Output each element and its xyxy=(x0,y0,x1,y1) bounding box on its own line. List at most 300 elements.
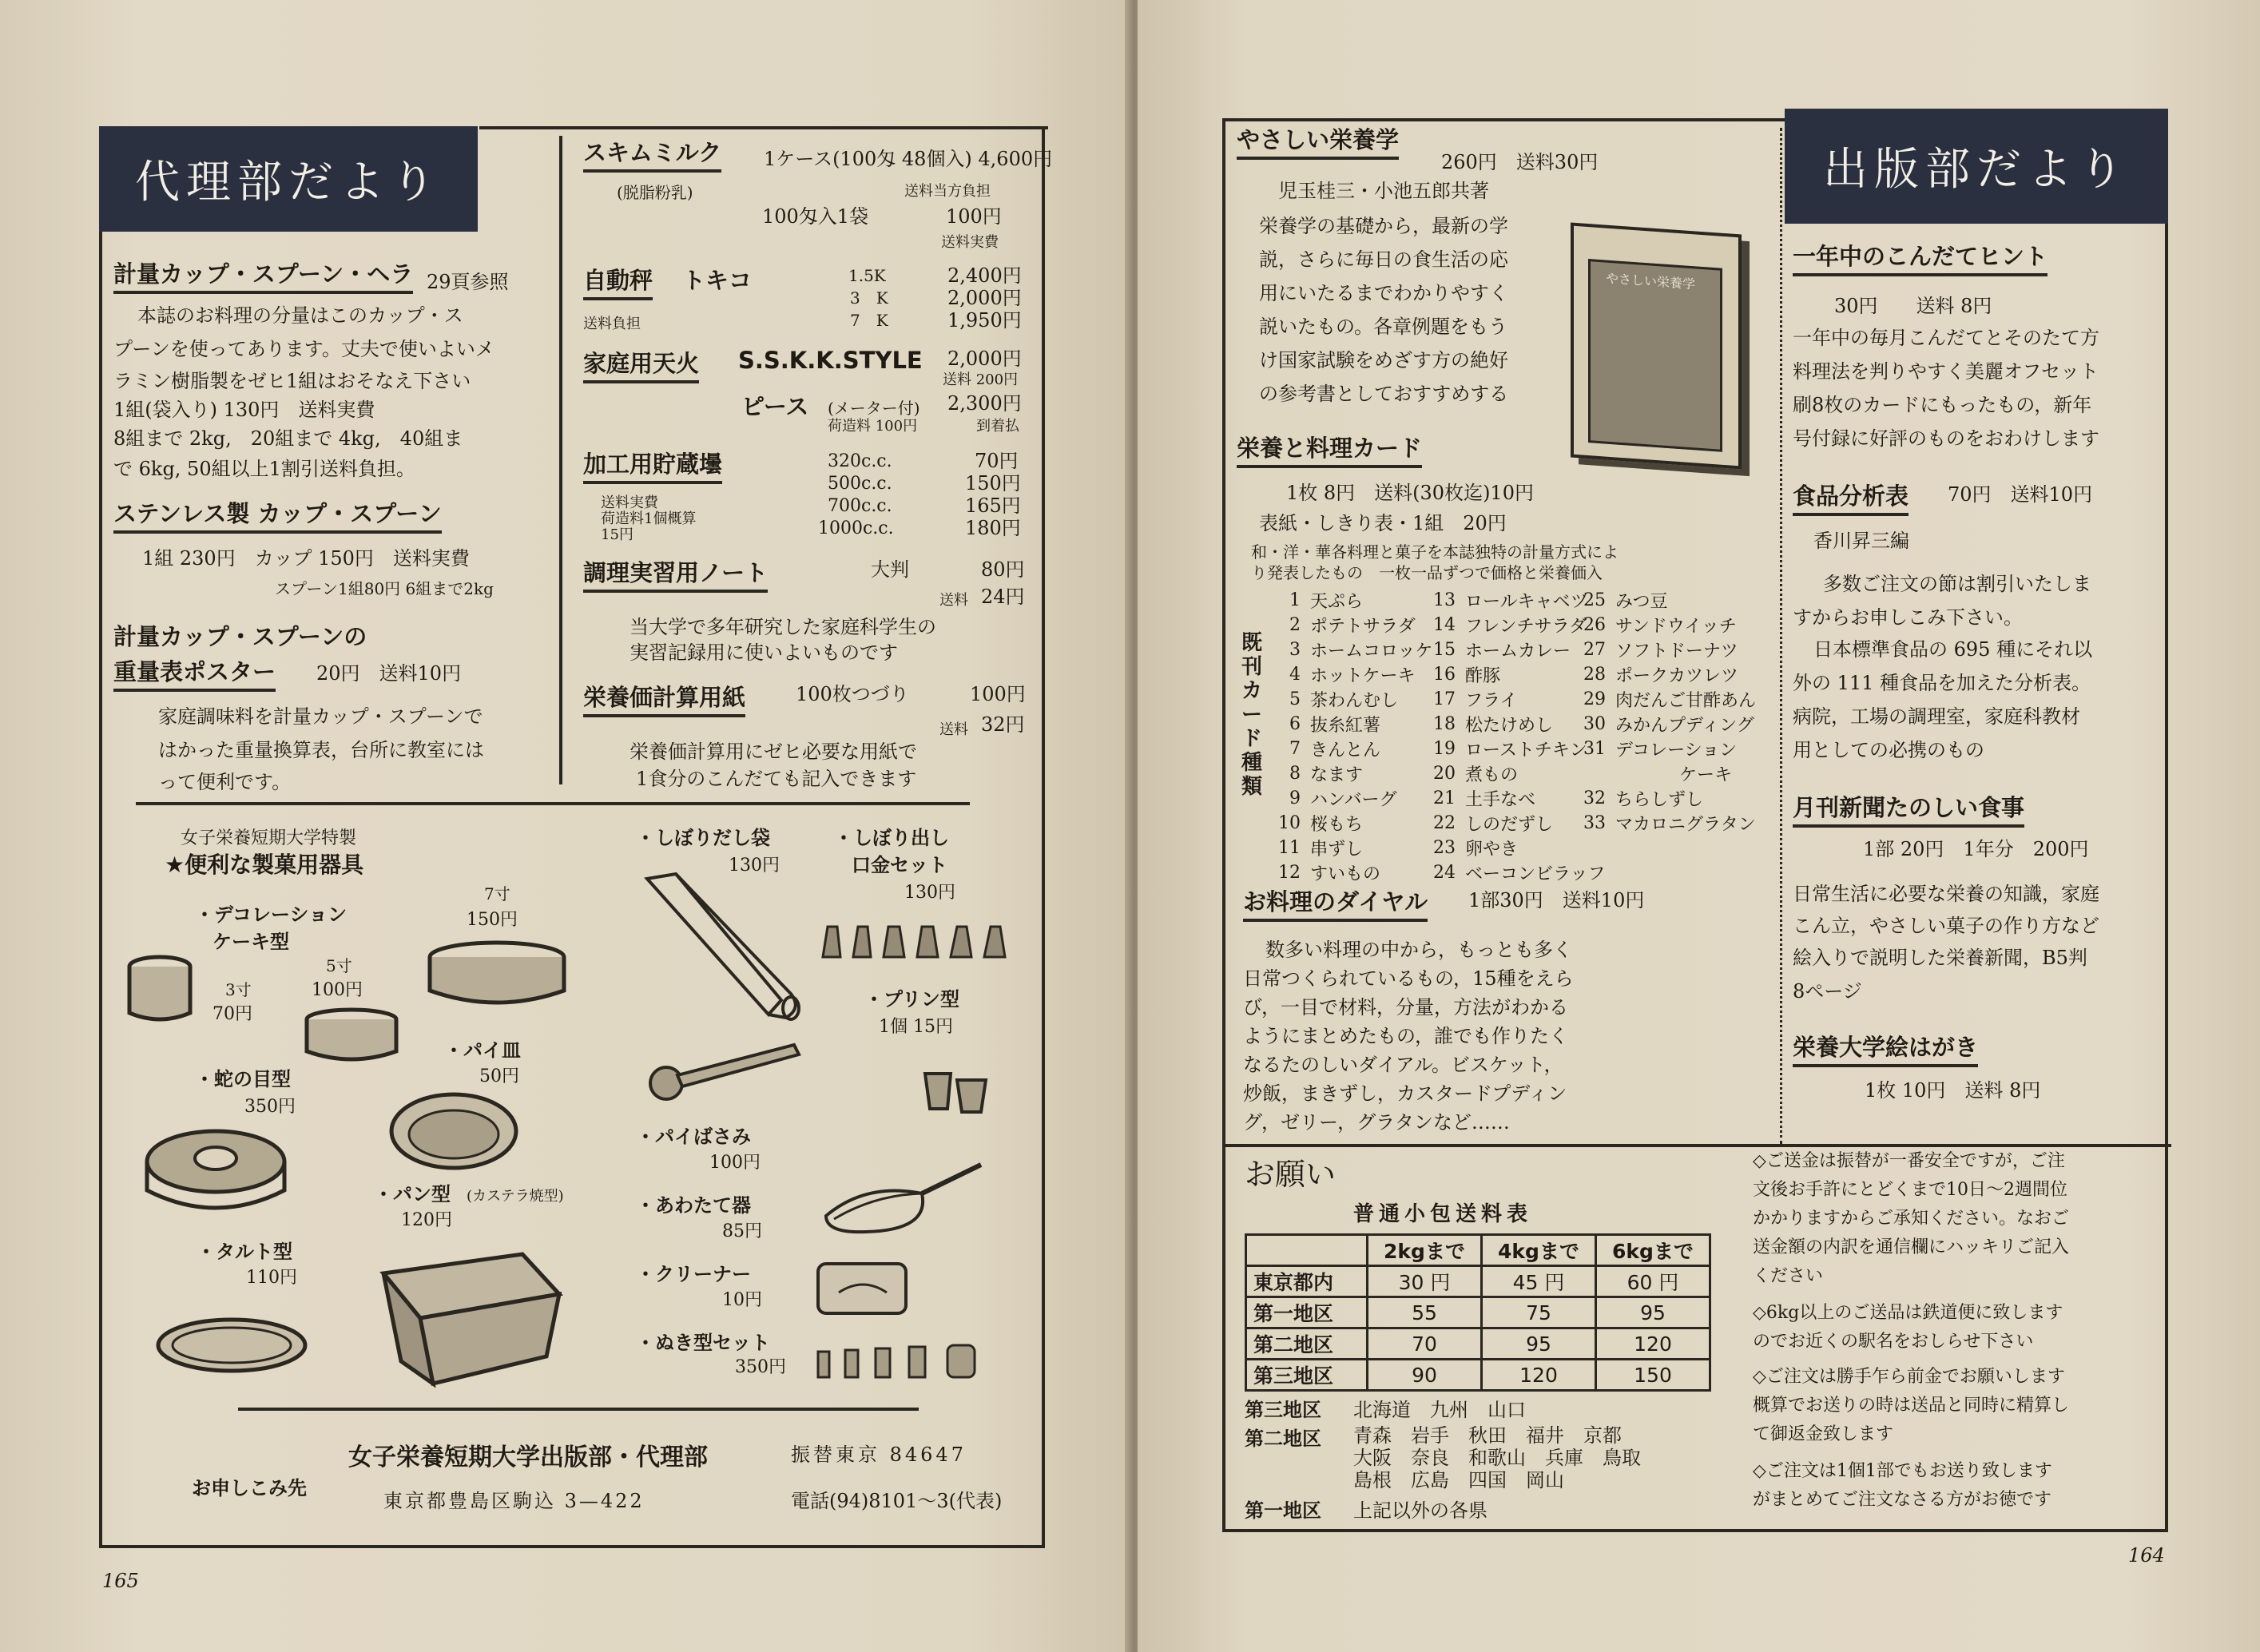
deco-cake-pan-illustration xyxy=(427,939,570,1019)
skim-milk-title: スキムミルク xyxy=(583,141,721,173)
nutrition-book-line: 栄養学の基礎から，最新の学 xyxy=(1259,215,1508,237)
poster-title: 計量カップ・スプーンの xyxy=(113,623,367,650)
card-number: 28 xyxy=(1583,665,1606,685)
cards-title: 栄養と料理カード xyxy=(1237,436,1422,468)
dial-line: び，一目で材料，分量，方法がわかる xyxy=(1243,996,1569,1019)
notebook-ship: 24円 xyxy=(981,586,1025,608)
scale-price: 2,400円 xyxy=(947,264,1022,287)
card-number: 1 xyxy=(1289,590,1301,610)
newspaper-line: 絵入りで説明した栄養新聞，B5判 xyxy=(1793,947,2087,969)
scale-price: 1,950円 xyxy=(947,309,1022,332)
zone-label: 第二地区 xyxy=(1245,1428,1321,1450)
skim-milk-bag-note: 送料実費 xyxy=(941,234,999,251)
card-name: フレンチサラダ xyxy=(1465,617,1587,637)
deco-price: 150円 xyxy=(467,910,518,930)
scale-note: 送料負担 xyxy=(583,316,641,332)
card-name: 抜糸紅薯 xyxy=(1310,716,1381,736)
storage-price: 165円 xyxy=(965,494,1021,517)
food-table-line: 病院，工場の調理室，家庭科教材 xyxy=(1793,705,2080,728)
cutters-price: 350円 xyxy=(735,1357,786,1377)
cards-side-label: 既刊カード種類 xyxy=(1241,631,1262,799)
card-name: ポークカツレツ xyxy=(1615,666,1739,686)
piping-bag-illustration xyxy=(644,874,804,1026)
calc-paper-price: 100円 xyxy=(970,683,1026,705)
card-name: 串ずし xyxy=(1310,840,1364,860)
card-number: 30 xyxy=(1583,714,1606,734)
card-number: 6 xyxy=(1289,714,1301,734)
cutter-set-illustration xyxy=(815,1342,1007,1382)
card-name: なます xyxy=(1310,765,1364,785)
list-item xyxy=(1273,811,1438,836)
oven-ship: 到着払 xyxy=(976,418,1019,435)
list-item xyxy=(1273,637,1438,662)
left-page-number: 165 xyxy=(102,1570,139,1592)
card-name: ハンバーグ xyxy=(1310,790,1397,810)
card-name: ポテトサラダ xyxy=(1310,617,1416,637)
postage-cell: 150 xyxy=(1596,1360,1710,1391)
card-number xyxy=(1579,761,1611,786)
nutrition-book-title: やさしい栄養学 xyxy=(1237,128,1399,160)
card-number: 8 xyxy=(1289,764,1301,784)
list-item xyxy=(1273,613,1438,637)
measure-cup-title: 計量カップ・スプーン・ヘラ xyxy=(113,262,413,294)
pie-cutter-illustration xyxy=(645,1040,802,1104)
newspaper-price: 1部 20円 1年分 200円 xyxy=(1863,838,2089,860)
postage-table-header xyxy=(1246,1235,1710,1266)
storage-price: 180円 xyxy=(965,517,1021,539)
dial-line: なるたのしいダイアル。ビスケット， xyxy=(1243,1054,1563,1076)
card-name: すいもの xyxy=(1310,864,1381,884)
notebook-ship-label: 送料 xyxy=(939,592,968,609)
nutrition-book-price: 260円 送料30円 xyxy=(1441,151,1599,173)
list-item xyxy=(1273,836,1438,860)
postcard-price: 1枚 10円 送料 8円 xyxy=(1865,1079,2041,1102)
card-name: 桜もち xyxy=(1310,815,1364,835)
card-name: 茶わんむし xyxy=(1310,691,1399,711)
pudding-mold-illustration xyxy=(922,1067,991,1115)
nozzle-set-illustration xyxy=(820,923,1011,960)
left-column-divider xyxy=(559,136,562,784)
cleaner-illustration xyxy=(815,1261,911,1318)
card-number: 32 xyxy=(1583,788,1606,808)
list-item xyxy=(1579,662,1761,687)
postage-col-header: 4kgまで xyxy=(1482,1235,1596,1266)
tart-pan-illustration xyxy=(155,1316,308,1376)
card-number: 18 xyxy=(1433,714,1456,734)
menu-hint-line: 刷8枚のカードにもったもの，新年 xyxy=(1793,394,2092,416)
postage-cell: 70 xyxy=(1368,1328,1482,1360)
list-item xyxy=(1579,737,1761,761)
request-note: ください xyxy=(1753,1266,1824,1286)
food-table-line: 外の 111 種食品を加えた分析表。 xyxy=(1793,672,2091,694)
notebook-line: 実習記録用に使いよいものです xyxy=(630,641,898,664)
ring-price: 350円 xyxy=(244,1097,296,1117)
order-label: お申しこみ先 xyxy=(192,1477,307,1499)
book-cover-title: やさしい栄養学 xyxy=(1606,270,1696,292)
table-row xyxy=(1246,1266,1710,1297)
nozzle-name: ・しぼり出し xyxy=(834,827,949,849)
deco-price: 70円 xyxy=(212,1004,252,1024)
notebook-size: 大判 xyxy=(871,558,909,581)
calc-paper-desc: 100枚つづり xyxy=(796,683,909,705)
nutrition-book-line: け国家試験をめざす方の絶好 xyxy=(1259,349,1508,371)
right-page-number: 164 xyxy=(2128,1544,2165,1567)
zone-prefectures: 青森 岩手 秋田 福井 京都 xyxy=(1353,1424,1622,1447)
scale-brand: トキコ xyxy=(682,267,753,294)
card-number: 25 xyxy=(1583,590,1606,610)
card-name: フライ xyxy=(1465,691,1518,711)
stainless-title: ステンレス製 カップ・スプーン xyxy=(113,502,442,534)
card-number: 2 xyxy=(1289,615,1301,635)
postage-col-header: 6kgまで xyxy=(1596,1235,1710,1266)
postage-cell: 75 xyxy=(1482,1297,1596,1328)
card-name: きんとん xyxy=(1310,741,1381,760)
card-number: 13 xyxy=(1433,590,1456,610)
card-number: 16 xyxy=(1433,665,1456,685)
card-number: 22 xyxy=(1433,813,1456,833)
card-number: 26 xyxy=(1583,615,1606,635)
dial-line: ようにまとめたもの，誰でも作りたく xyxy=(1243,1025,1569,1047)
left-top-rule xyxy=(479,126,1048,129)
nozzle-name: 口金セット xyxy=(852,854,947,876)
cutters-name: ・ぬき型セット xyxy=(636,1332,770,1354)
card-number: 20 xyxy=(1433,764,1456,784)
request-note: 文後お手許にとどくまで10日～2週間位 xyxy=(1753,1180,2067,1200)
postage-col-header: 2kgまで xyxy=(1368,1235,1482,1266)
dial-line: グ，ゼリー，グラタンなど…… xyxy=(1243,1111,1510,1134)
measure-cup-line: 8組まで 2kg, 20組まで 4kg, 40組ま xyxy=(113,427,463,450)
tools-org: 女子栄養短期大学特製 xyxy=(181,828,357,848)
left-mid-rule xyxy=(136,802,970,805)
newspaper-line: こん立，やさしい菓子の作り方など xyxy=(1793,915,2099,937)
newspaper-line: 8ページ xyxy=(1793,980,1862,1003)
nutrition-book-line: の参考書としておすすめする xyxy=(1259,383,1509,405)
card-name: 酢豚 xyxy=(1465,666,1501,686)
list-item xyxy=(1273,786,1438,811)
list-item xyxy=(1428,860,1611,885)
card-number: 17 xyxy=(1433,689,1456,709)
scale-title: 自動秤 xyxy=(583,268,653,300)
postage-col-header xyxy=(1246,1235,1368,1266)
card-name: ホットケーキ xyxy=(1310,666,1416,686)
deco-size: 7寸 xyxy=(484,884,510,903)
skim-milk-sub: (脱脂粉乳) xyxy=(617,183,693,202)
zone-label: 第三地区 xyxy=(1245,1399,1321,1421)
card-number: 31 xyxy=(1583,739,1606,759)
nozzle-price: 130円 xyxy=(904,883,955,903)
menu-hint-title: 一年中のこんだてヒント xyxy=(1793,244,2048,276)
zone-prefectures: 島根 広島 四国 岡山 xyxy=(1353,1469,1564,1491)
newspaper-title: 月刊新聞たのしい食事 xyxy=(1793,796,2024,828)
loaf-pan-illustration xyxy=(379,1251,564,1388)
postage-region: 東京都内 xyxy=(1246,1266,1368,1297)
whisk-price: 85円 xyxy=(722,1221,762,1241)
card-name: デコレーション xyxy=(1615,741,1738,760)
menu-hint-line: 号付録に好評のものをおわけします xyxy=(1793,427,2099,450)
food-table-price: 70円 送料10円 xyxy=(1948,483,2093,506)
card-name: 煮もの xyxy=(1465,765,1519,785)
menu-hint-line: 一年中の毎月こんだてとそのたて方 xyxy=(1793,327,2099,349)
list-item xyxy=(1579,687,1761,712)
book-cover-illustration xyxy=(1571,223,1742,470)
food-table-line: すからお申しこみ下さい。 xyxy=(1793,606,2023,629)
postage-cell: 55 xyxy=(1368,1297,1482,1328)
scale-size: 3 K xyxy=(850,288,888,308)
deco-name: ・デコレーション xyxy=(195,903,348,926)
list-item xyxy=(1579,786,1761,811)
pie-price: 50円 xyxy=(479,1066,519,1086)
request-note: ◇ご注文は1個1部でもお送り致します xyxy=(1753,1461,2052,1481)
deco-size: 5寸 xyxy=(326,956,352,975)
card-number: 10 xyxy=(1278,813,1301,833)
card-number: 27 xyxy=(1583,640,1606,660)
list-item xyxy=(1273,761,1438,786)
measure-cup-line: 本誌のお料理の分量はこのカップ・ス xyxy=(137,304,463,327)
request-note: がまとめてご注文なさる方がお徳です xyxy=(1753,1490,2052,1510)
list-item xyxy=(1273,662,1438,687)
postage-cell: 60 円 xyxy=(1596,1266,1710,1297)
card-number: 19 xyxy=(1433,739,1456,759)
card-list-col3 xyxy=(1579,588,1761,836)
card-name: ちらしずし xyxy=(1615,790,1704,810)
card-number: 5 xyxy=(1289,689,1301,709)
deco-name: ケーキ型 xyxy=(212,931,289,953)
request-note: のでお近くの駅名をおしらせ下さい xyxy=(1753,1332,2034,1352)
list-item xyxy=(1579,637,1761,662)
card-name: ケーキ xyxy=(1679,765,1733,785)
card-number: 12 xyxy=(1278,863,1301,883)
notebook-price: 80円 xyxy=(981,558,1025,581)
storage-note: 15円 xyxy=(601,526,634,543)
list-item xyxy=(1579,712,1761,737)
pan-name: ・パン型 xyxy=(374,1183,451,1205)
postage-region: 第一地区 xyxy=(1246,1297,1368,1328)
table-row xyxy=(1246,1360,1710,1391)
card-number: 29 xyxy=(1583,689,1606,709)
scale-price: 2,000円 xyxy=(947,287,1022,309)
postage-table-title: 普通小包送料表 xyxy=(1353,1202,1533,1226)
poster-line: 家庭調味料を計量カップ・スプーンで xyxy=(158,705,483,728)
food-table-author: 香川昇三編 xyxy=(1813,530,1909,552)
deco-cake-pan-illustration xyxy=(128,949,224,1037)
stainless-line: 1組 230円 カップ 150円 送料実費 xyxy=(142,547,470,570)
dial-line: 炒飯，まきずし，カスタードプディン xyxy=(1243,1082,1567,1105)
calc-paper-line: 栄養価計算用にゼヒ必要な用紙で xyxy=(630,741,917,763)
storage-size: 700c.c. xyxy=(828,496,892,516)
request-note: 概算でお送りの時は送品と同時に精算し xyxy=(1753,1396,2070,1416)
list-item xyxy=(1273,588,1438,613)
right-column-divider xyxy=(1780,128,1783,1144)
storage-size: 500c.c. xyxy=(828,474,892,494)
request-note: かかりますからご承知ください。なおご xyxy=(1753,1209,2070,1229)
poster-title: 重量表ポスター xyxy=(113,660,276,692)
dial-title: お料理のダイヤル xyxy=(1243,890,1428,922)
zone-label: 第一地区 xyxy=(1245,1499,1321,1522)
list-item xyxy=(1579,588,1761,613)
card-number: 24 xyxy=(1433,863,1456,883)
card-name: マカロニグラタン xyxy=(1615,815,1756,835)
list-item xyxy=(1579,613,1761,637)
tart-name: ・タルト型 xyxy=(197,1241,292,1263)
list-item xyxy=(1273,712,1438,737)
storage-note: 送料実費 xyxy=(601,494,658,511)
oven-title: 家庭用天火 xyxy=(583,351,699,383)
card-number: 14 xyxy=(1433,615,1456,635)
poster-line: って便利です。 xyxy=(158,771,292,793)
postage-cell: 30 円 xyxy=(1368,1266,1482,1297)
ring-name: ・蛇の目型 xyxy=(195,1068,291,1090)
storage-size: 1000c.c. xyxy=(818,518,894,538)
tart-price: 110円 xyxy=(246,1268,297,1288)
postage-cell: 95 xyxy=(1596,1297,1710,1328)
card-name: ロールキャベツ xyxy=(1465,592,1588,612)
cleaner-price: 10円 xyxy=(722,1290,762,1310)
cards-desc: 和・洋・華各料理と菓子を本誌独特の計量方式によ xyxy=(1251,542,1619,562)
piping-bag-name: ・しぼりだし袋 xyxy=(636,827,770,849)
zone-prefectures: 大阪 奈良 和歌山 兵庫 鳥取 xyxy=(1353,1447,1641,1469)
postage-table xyxy=(1245,1233,1711,1392)
whisk-illustration xyxy=(818,1158,986,1238)
cards-price: 1枚 8円 送料(30枚迄)10円 xyxy=(1286,482,1534,504)
skim-milk-bag: 100匁入1袋 xyxy=(762,205,869,228)
oven-price: 2,000円 xyxy=(947,347,1022,370)
cards-price: 表紙・しきり表・1組 20円 xyxy=(1259,512,1507,534)
card-name: 松たけめし xyxy=(1465,716,1554,736)
card-name: みつ豆 xyxy=(1615,592,1668,612)
card-name: ホームコロッケ xyxy=(1310,641,1433,661)
deco-size: 3寸 xyxy=(225,980,252,999)
nutrition-book-authors: 児玉桂三・小池五郎共著 xyxy=(1278,180,1489,202)
deco-cake-pan-illustration xyxy=(304,1008,407,1072)
zone-prefectures: 上記以外の各県 xyxy=(1353,1499,1487,1522)
footer-transfer: 振替東京 84647 xyxy=(791,1444,967,1466)
food-table-line: 日本標準食品の 695 種にそれ以 xyxy=(1813,638,2093,661)
calc-paper-ship-label: 送料 xyxy=(939,721,968,738)
card-name: ベーコンビラッフ xyxy=(1465,864,1606,884)
table-row xyxy=(1246,1297,1710,1328)
nutrition-book-line: 説，さらに毎日の食生活の応 xyxy=(1259,248,1508,271)
table-row xyxy=(1246,1328,1710,1360)
oven-meter: (メーター付) xyxy=(828,399,920,418)
calc-paper-title: 栄養価計算用紙 xyxy=(583,685,745,717)
pan-price: 120円 xyxy=(401,1210,452,1230)
pie-name: ・パイ皿 xyxy=(444,1039,521,1062)
postage-region: 第三地区 xyxy=(1246,1360,1368,1391)
list-item xyxy=(1579,761,1761,786)
card-name: ローストチキン xyxy=(1465,741,1587,760)
postage-cell: 95 xyxy=(1482,1328,1596,1360)
right-top-rule xyxy=(1222,118,1869,121)
dial-line: 数多い料理の中から，もっとも多く xyxy=(1265,939,1572,961)
menu-hint-price: 30円 送料 8円 xyxy=(1834,295,1992,317)
food-table-line: 用としての必携のもの xyxy=(1793,739,1984,761)
card-name: 肉だんご甘酢あん xyxy=(1615,691,1757,711)
menu-hint-line: 料理法を判りやすく美麗オフセット xyxy=(1793,360,2099,383)
right-mid-rule xyxy=(1222,1144,2171,1147)
calc-paper-line: 1食分のこんだても記入できます xyxy=(636,768,917,790)
oven-price: 2,300円 xyxy=(947,392,1022,415)
newspaper-line: 日常生活に必要な栄養の知識，家庭 xyxy=(1793,883,2099,905)
measure-cup-line: プーンを使ってあります。丈夫で使いよいメ xyxy=(113,338,494,360)
calc-paper-ship: 32円 xyxy=(981,713,1025,736)
card-number: 3 xyxy=(1289,640,1301,660)
dial-line: 日常つくられているもの，15種をえら xyxy=(1243,967,1574,990)
card-name: 土手なべ xyxy=(1465,790,1536,810)
left-footer-rule xyxy=(238,1408,919,1411)
poster-line: はかった重量換算表，台所に教室には xyxy=(158,739,484,761)
card-number: 9 xyxy=(1289,788,1301,808)
measure-cup-line: 1組(袋入り) 130円 送料実費 xyxy=(113,399,375,421)
footer-org: 女子栄養短期大学出版部・代理部 xyxy=(348,1444,708,1471)
measure-cup-line: ラミン樹脂製をゼヒ1組はおそなえ下さい xyxy=(113,370,471,392)
piping-bag-price: 130円 xyxy=(729,856,780,876)
food-table-line: 多数ご注文の節は割引いたしま xyxy=(1823,573,2091,595)
zone-prefectures: 北海道 九州 山口 xyxy=(1353,1399,1526,1421)
notebook-line: 当大学で多年研究した家庭科学生の xyxy=(630,616,936,638)
request-note: ◇ご送金は振替が一番安全ですが，ご注 xyxy=(1753,1151,2065,1171)
list-item xyxy=(1579,811,1761,836)
card-number: 21 xyxy=(1433,788,1456,808)
pie-cutter-price: 100円 xyxy=(709,1153,761,1173)
deco-price: 100円 xyxy=(312,980,363,1000)
tools-title: ★便利な製菓用器具 xyxy=(165,852,364,878)
card-name: ホームカレー xyxy=(1465,641,1571,661)
oven-ship: 送料 200円 xyxy=(943,371,1019,388)
right-page xyxy=(1138,0,2260,1652)
card-name: みかんプディング xyxy=(1615,716,1754,736)
left-banner: 代理部だより xyxy=(99,126,478,232)
scale-size: 7 K xyxy=(850,311,888,330)
storage-title: 加工用貯蔵壜 xyxy=(583,452,722,484)
oven-piece: ピース xyxy=(741,393,809,420)
notebook-title: 調理実習用ノート xyxy=(583,561,768,593)
oven-model: S.S.K.K.STYLE xyxy=(738,347,923,374)
request-note: ◇6kg以上のご送品は鉄道便に致します xyxy=(1753,1303,2063,1323)
skim-milk-case-note: 送料当方負担 xyxy=(904,183,991,200)
measure-cup-line: で 6kg, 50組以上1割引送料負担。 xyxy=(113,458,415,480)
oven-ship: 荷造料 100円 xyxy=(828,418,918,435)
card-name: しのだずし xyxy=(1465,815,1554,835)
request-note: 送金額の内訳を通信欄にハッキリご記入 xyxy=(1753,1237,2070,1257)
list-item xyxy=(1273,687,1438,712)
measure-cup-ref: 29頁参照 xyxy=(427,271,509,293)
storage-note: 荷造料1個概算 xyxy=(601,510,697,527)
skim-milk-case: 1ケース(100匁 48個入) 4,600円 xyxy=(764,148,1053,170)
request-title: お願い xyxy=(1245,1157,1337,1192)
card-number: 7 xyxy=(1289,739,1301,759)
postcard-title: 栄養大学絵はがき xyxy=(1793,1035,1978,1067)
footer-address: 東京都豊島区駒込 3—422 xyxy=(383,1490,645,1512)
list-item xyxy=(1428,836,1611,860)
scale-size: 1.5K xyxy=(848,266,886,285)
postage-cell: 45 円 xyxy=(1482,1266,1596,1297)
storage-price: 70円 xyxy=(975,450,1019,472)
card-number: 11 xyxy=(1278,838,1301,858)
skim-milk-bag-price: 100円 xyxy=(946,205,1002,228)
poster-price: 20円 送料10円 xyxy=(316,662,462,685)
card-list-col1 xyxy=(1273,588,1438,885)
stainless-line: スプーン1組80円 6組まで2kg xyxy=(275,579,494,598)
ring-mold-illustration xyxy=(142,1126,291,1227)
nutrition-book-line: 説いたもの。各章例題をもう xyxy=(1259,316,1508,338)
card-name: 天ぷら xyxy=(1310,592,1364,612)
card-name: 卵やき xyxy=(1465,840,1519,860)
cleaner-name: ・クリーナー xyxy=(636,1263,751,1285)
pan-sub: (カステラ焼型) xyxy=(467,1188,564,1205)
card-number: 4 xyxy=(1289,665,1301,685)
postage-cell: 120 xyxy=(1482,1360,1596,1391)
postage-cell: 120 xyxy=(1596,1328,1710,1360)
